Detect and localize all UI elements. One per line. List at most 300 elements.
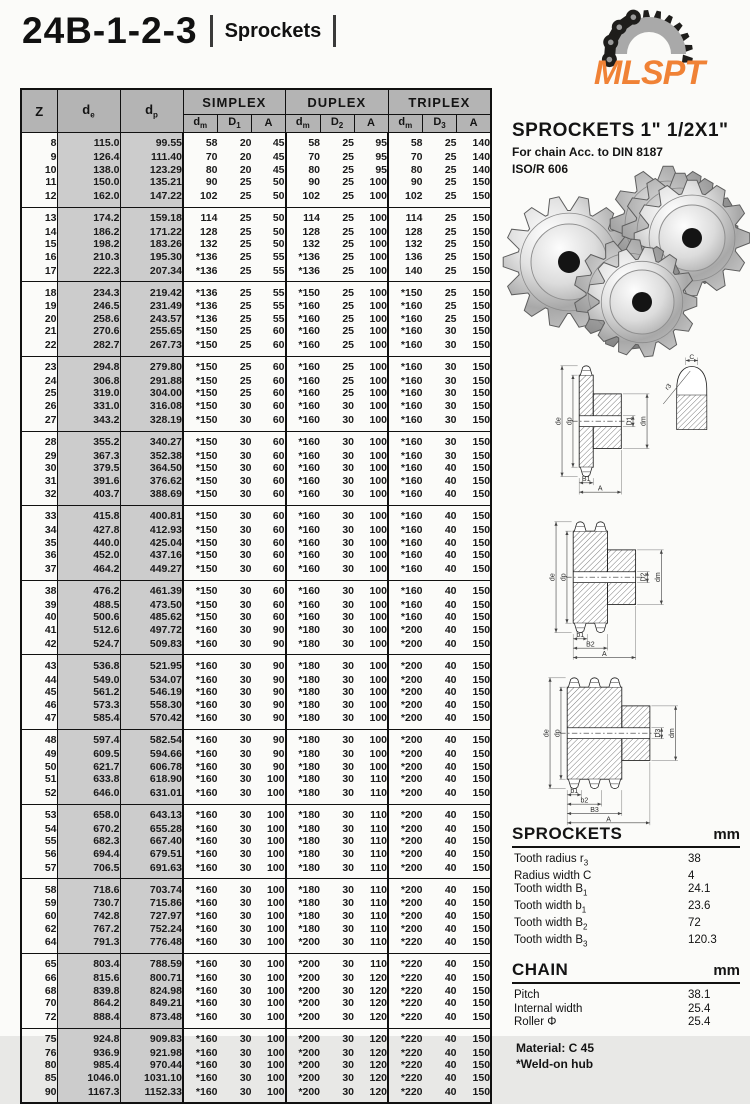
cell: 102	[286, 189, 321, 208]
cell: *200	[388, 897, 423, 910]
table-row	[21, 624, 491, 637]
cell: 150	[472, 286, 491, 299]
cell: 618.90	[120, 773, 183, 786]
cell: 72	[44, 1010, 57, 1023]
cell: 100	[369, 225, 388, 238]
table-row	[21, 506, 491, 525]
cell: 643.13	[120, 804, 183, 823]
cell: 45	[272, 137, 285, 150]
cell: 924.8	[57, 1028, 120, 1047]
table-row	[21, 189, 491, 208]
cell: 391.6	[57, 475, 120, 488]
cell: 150	[472, 211, 491, 224]
cell: 120	[369, 1059, 388, 1072]
cell: *136	[286, 251, 321, 264]
cell: 150	[472, 958, 491, 971]
cell: 100	[369, 211, 388, 224]
cell: 25	[444, 163, 457, 176]
cell: 100	[266, 773, 285, 786]
cell: 150	[472, 387, 491, 400]
cell: 667.40	[120, 835, 183, 848]
cell: 128	[286, 226, 321, 239]
cell: 140	[388, 263, 423, 282]
cell: 30	[342, 673, 355, 686]
cell: *180	[286, 786, 321, 805]
cell: 14	[44, 225, 57, 238]
cell: *136	[183, 251, 218, 264]
table-row	[21, 910, 491, 923]
cell: 100	[369, 374, 388, 387]
cell: 30	[239, 997, 252, 1010]
cell: 80	[388, 164, 423, 177]
table-row	[21, 879, 491, 898]
table-row	[21, 300, 491, 313]
cell: 30	[239, 488, 252, 501]
cell: 114	[388, 207, 423, 226]
cell: 150	[472, 637, 491, 650]
cell: 25	[239, 374, 252, 387]
cell: *160	[183, 655, 218, 674]
table-row	[21, 356, 491, 375]
cell: 136	[388, 251, 423, 264]
cell: 30	[342, 563, 355, 576]
cell: 40	[44, 611, 57, 624]
cell: 57	[44, 861, 57, 874]
cell: *220	[388, 972, 423, 985]
cell: 40	[444, 773, 457, 786]
table-row	[21, 599, 491, 612]
cell: 21	[44, 325, 57, 338]
cell: 25	[239, 238, 252, 251]
cell: 20	[239, 151, 252, 164]
cell: 40	[444, 698, 457, 711]
cell: 60	[44, 909, 57, 922]
cell: 150	[472, 1059, 491, 1072]
cell: 355.2	[57, 431, 120, 450]
table-row	[21, 263, 491, 282]
cell: 140	[472, 137, 491, 150]
spec-row: Tooth width $B_1$ 24.1	[514, 883, 711, 898]
spec-row: Radius width C 4	[514, 869, 695, 882]
cell: 40	[444, 510, 457, 523]
spec-row: Pitch 38.1	[514, 989, 711, 1002]
cell: 29	[44, 449, 57, 462]
cell: 25	[239, 264, 252, 277]
cell: 25	[342, 151, 355, 164]
cell: *150	[183, 475, 218, 488]
cell: 150	[472, 936, 491, 949]
cell: 706.5	[57, 860, 120, 879]
table-row	[21, 860, 491, 879]
cell: 100	[266, 909, 285, 922]
cell: 30	[239, 958, 252, 971]
cell: 646.0	[57, 786, 120, 805]
cell: 138.0	[57, 164, 120, 177]
title-divider	[333, 15, 336, 47]
cell: 40	[444, 462, 457, 475]
cell: 30	[239, 847, 252, 860]
cell: 24	[44, 374, 57, 387]
table-row	[21, 1047, 491, 1060]
svg-text:de: de	[543, 729, 551, 738]
cell: 23	[44, 361, 57, 374]
cell: 40	[444, 936, 457, 949]
cell: 25	[444, 312, 457, 325]
cell: 800.71	[120, 972, 183, 985]
cell: 60	[272, 387, 285, 400]
cell: 174.2	[57, 207, 120, 226]
cell: 25	[444, 176, 457, 189]
cell: 464.2	[57, 562, 120, 581]
cell: *160	[388, 400, 423, 413]
cell: *160	[183, 673, 218, 686]
cell: 30	[342, 611, 355, 624]
cell: 150	[472, 1032, 491, 1045]
cell: *180	[286, 804, 321, 823]
cell: *200	[388, 748, 423, 761]
cell: 30	[239, 922, 252, 935]
cell: 62	[44, 922, 57, 935]
cell: *160	[183, 823, 218, 836]
cell: 40	[444, 585, 457, 598]
cell: 100	[369, 300, 388, 313]
cell: *220	[388, 1028, 423, 1047]
cell: 40	[444, 835, 457, 848]
svg-text:dm: dm	[669, 728, 677, 739]
cell: 30	[342, 712, 355, 725]
cell: 207.34	[120, 263, 183, 282]
cell: *200	[388, 786, 423, 805]
cell: 476.2	[57, 580, 120, 599]
cell: 90	[272, 734, 285, 747]
cell: 30	[342, 972, 355, 985]
cell: 126.4	[57, 151, 120, 164]
cell: 304.00	[120, 387, 183, 400]
chain-spec-rows	[514, 989, 740, 1030]
cell: 234.3	[57, 282, 120, 301]
cell: 100	[266, 822, 285, 835]
table-row	[21, 524, 491, 537]
table-row	[21, 238, 491, 251]
cell: 60	[272, 510, 285, 523]
cell: *200	[388, 835, 423, 848]
cell: *200	[286, 972, 321, 985]
cell: 621.7	[57, 761, 120, 774]
cell: 150	[472, 822, 491, 835]
cell: *160	[286, 524, 321, 537]
cell: 40	[444, 598, 457, 611]
cell: 100	[369, 312, 388, 325]
cell: 485.62	[120, 611, 183, 624]
cell: 30	[239, 861, 252, 874]
cell: 132	[183, 238, 218, 251]
cell: 752.24	[120, 923, 183, 936]
cell: *160	[286, 313, 321, 326]
cell: 936.9	[57, 1047, 120, 1060]
cell: 80	[183, 164, 218, 177]
cell: 102	[388, 189, 423, 208]
cell: *150	[183, 325, 218, 338]
cell: 32	[44, 488, 57, 501]
cell: 100	[369, 563, 388, 576]
cell: 30	[342, 659, 355, 672]
cell: *220	[388, 1072, 423, 1085]
cell: 449.27	[120, 562, 183, 581]
cell: 788.59	[120, 954, 183, 973]
cell: 100	[369, 176, 388, 189]
table-row	[21, 487, 491, 506]
cell: 30	[342, 1071, 355, 1084]
cell: 791.3	[57, 935, 120, 954]
cell: 34	[44, 524, 57, 537]
cell: 150	[472, 598, 491, 611]
cell: 670.2	[57, 823, 120, 836]
cell: 30	[239, 524, 252, 537]
table-row	[21, 580, 491, 599]
cell: *180	[286, 773, 321, 786]
cell: 68	[44, 984, 57, 997]
cell: *200	[388, 624, 423, 637]
cell: 26	[44, 400, 57, 413]
cell: 100	[369, 524, 388, 537]
cell: 425.04	[120, 537, 183, 550]
sub-header-dm: $d_m$	[183, 115, 218, 133]
table-row	[21, 1072, 491, 1085]
cell: 270.6	[57, 325, 120, 338]
cell: 30	[239, 462, 252, 475]
cell: 30	[342, 449, 355, 462]
cell: 162.0	[57, 189, 120, 208]
cell: 60	[272, 361, 285, 374]
cell: 30	[342, 510, 355, 523]
cell: 40	[444, 847, 457, 860]
cell: *200	[388, 804, 423, 823]
cell: 60	[272, 563, 285, 576]
cell: *160	[388, 475, 423, 488]
cell: 40	[444, 611, 457, 624]
cell: *160	[388, 387, 423, 400]
cell: 25	[342, 225, 355, 238]
cell: *160	[388, 338, 423, 357]
cell: 58	[388, 133, 423, 152]
cell: *160	[286, 462, 321, 475]
cell: 30	[342, 623, 355, 636]
cell: 171.22	[120, 226, 183, 239]
cell: 561.2	[57, 686, 120, 699]
cell: 59	[44, 897, 57, 910]
svg-text:D2: D2	[640, 572, 648, 582]
cell: 100	[369, 536, 388, 549]
cell: 682.3	[57, 835, 120, 848]
cell: 25	[239, 300, 252, 313]
cell: 60	[272, 462, 285, 475]
table-row	[21, 164, 491, 177]
cell: 30	[239, 536, 252, 549]
cell: 150	[472, 1085, 491, 1098]
cell: 30	[342, 549, 355, 562]
cell: 150	[472, 585, 491, 598]
cell: 150	[472, 922, 491, 935]
table-row	[21, 923, 491, 936]
cell: 558.30	[120, 699, 183, 712]
table-row	[21, 823, 491, 836]
cell: *160	[286, 611, 321, 624]
cell: 1152.33	[120, 1084, 183, 1103]
table-row	[21, 413, 491, 432]
cell: *200	[388, 773, 423, 786]
cell: 66	[44, 972, 57, 985]
cell: 40	[444, 822, 457, 835]
cell: 150	[472, 300, 491, 313]
cell: 100	[369, 734, 388, 747]
cell: 51	[44, 773, 57, 786]
cell: 376.62	[120, 475, 183, 488]
cell: 110	[370, 787, 388, 800]
cell: 99.55	[120, 133, 183, 152]
cell: *200	[388, 848, 423, 861]
cell: 30	[444, 339, 457, 352]
cell: 150	[472, 312, 491, 325]
svg-text:dm: dm	[640, 416, 648, 427]
cell: 150	[472, 413, 491, 426]
cell: *150	[183, 506, 218, 525]
cell: 246.5	[57, 300, 120, 313]
cell: *180	[286, 686, 321, 699]
cell: 132	[388, 238, 423, 251]
cell: 30	[342, 909, 355, 922]
cell: 100	[369, 488, 388, 501]
cell: 25	[239, 339, 252, 352]
cell: *200	[286, 997, 321, 1010]
table-row	[21, 537, 491, 550]
cell: *160	[183, 1059, 218, 1072]
cell: 95	[375, 137, 388, 150]
cell: 120	[369, 1046, 388, 1059]
cell: 30	[239, 734, 252, 747]
svg-text:B2: B2	[586, 641, 595, 649]
simplex-section-drawing	[548, 358, 657, 506]
cell: *200	[286, 1059, 321, 1072]
cell: 100	[369, 686, 388, 699]
cell: *160	[286, 599, 321, 612]
cell: 473.50	[120, 599, 183, 612]
cell: *160	[183, 748, 218, 761]
cell: 40	[444, 748, 457, 761]
cell: 38	[44, 585, 57, 598]
cell: 100	[369, 462, 388, 475]
cell: 37	[44, 563, 57, 576]
cell: 512.6	[57, 624, 120, 637]
spec-tables	[512, 824, 740, 1072]
cell: *150	[183, 562, 218, 581]
cell: 30	[342, 809, 355, 822]
cell: 343.2	[57, 413, 120, 432]
cell: 33	[44, 510, 57, 523]
sub-header-a: A	[354, 115, 388, 133]
cell: 100	[369, 413, 388, 426]
cell: 150	[472, 361, 491, 374]
cell: 55	[272, 312, 285, 325]
table-row	[21, 655, 491, 674]
cell: 52	[44, 787, 57, 800]
svg-text:dm: dm	[654, 572, 662, 583]
cell: 30	[342, 488, 355, 501]
cell: *180	[286, 655, 321, 674]
cell: 50	[272, 211, 285, 224]
table-row	[21, 549, 491, 562]
cell: 150	[472, 686, 491, 699]
sprockets-spec-rows	[514, 853, 740, 950]
cell: 90	[44, 1085, 57, 1098]
cell: 30	[342, 598, 355, 611]
cell: *180	[286, 923, 321, 936]
cell: *200	[286, 1047, 321, 1060]
cell: 111.40	[120, 151, 183, 164]
spec-row: Roller Φ 25.4	[514, 1016, 711, 1029]
cell: 11	[45, 176, 57, 189]
cell: *180	[286, 897, 321, 910]
cell: 30	[239, 510, 252, 523]
cell: 150	[472, 176, 491, 189]
table-row	[21, 207, 491, 226]
cell: 150	[472, 897, 491, 910]
cell: 294.8	[57, 356, 120, 375]
cell: 150	[472, 883, 491, 896]
spec-row: Tooth width $b_1$ 23.6	[514, 900, 711, 915]
cell: *160	[388, 413, 423, 432]
cell: 55	[272, 286, 285, 299]
cell: *200	[286, 954, 321, 973]
cell: *220	[388, 954, 423, 973]
table-row	[21, 985, 491, 998]
page-subtitle: Sprockets	[224, 19, 322, 42]
cell: 631.01	[120, 786, 183, 805]
cell: 30	[342, 637, 355, 650]
spec-row: Tooth width $B_3$ 120.3	[514, 933, 717, 948]
cell: 40	[444, 909, 457, 922]
cell: *160	[183, 954, 218, 973]
cell: 100	[266, 997, 285, 1010]
col-header-z: Z	[21, 89, 57, 133]
cell: *200	[388, 730, 423, 749]
cell: 44	[44, 673, 57, 686]
cell: 30	[342, 585, 355, 598]
cell: 30	[342, 861, 355, 874]
cell: 150	[472, 861, 491, 874]
cell: 291.88	[120, 375, 183, 388]
cell: 60	[272, 339, 285, 352]
cell: 25	[342, 286, 355, 299]
cell: *200	[286, 1072, 321, 1085]
cell: 100	[369, 510, 388, 523]
cell: 40	[444, 760, 457, 773]
cell: 606.78	[120, 761, 183, 774]
cell: 839.8	[57, 985, 120, 998]
cell: 30	[342, 524, 355, 537]
cell: *160	[183, 879, 218, 898]
cell: 100	[266, 1046, 285, 1059]
cell: 49	[44, 748, 57, 761]
cell: 30	[239, 909, 252, 922]
cell: 150	[472, 449, 491, 462]
cell: 40	[444, 984, 457, 997]
table-row	[21, 450, 491, 463]
cell: 40	[444, 861, 457, 874]
cell: *220	[388, 1047, 423, 1060]
cell: 815.6	[57, 972, 120, 985]
cell: *150	[183, 387, 218, 400]
cell: 40	[444, 1059, 457, 1072]
